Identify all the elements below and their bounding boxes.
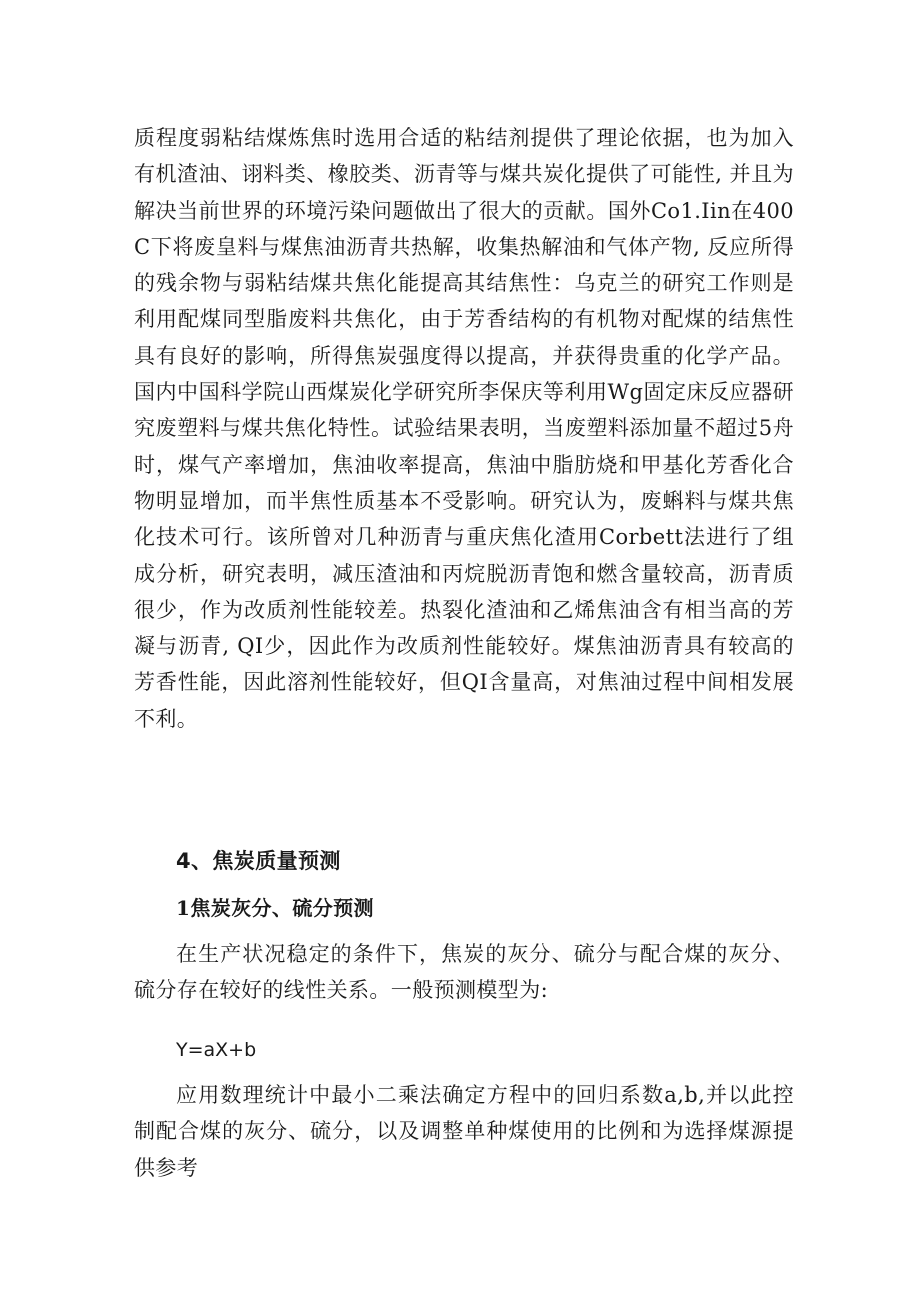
section-heading-coke-quality-prediction: 4、焦炭质量预测: [176, 849, 341, 873]
subsection-heading-ash-sulfur: 1焦炭灰分、硫分预测: [176, 896, 374, 920]
body-paragraph-least-squares: 应用数理统计中最小二乘法确定方程中的回归系数a,b,并以此控制配合煤的灰分、硫分，以及调整单种煤使用的比例和为选择煤源提供参考: [134, 1083, 794, 1180]
body-paragraph-linear-relation: 在生产状况稳定的条件下，焦炭的灰分、硫分与配合煤的灰分、硫分存在较好的线性关系。一般预测模型为:: [134, 942, 794, 1003]
body-paragraph-coking-additives: 质程度弱粘结煤炼焦时选用合适的粘结剂提供了理论依据，也为加入有机渣油、诩料类、橡胶类、沥青等与煤共炭化提供了可能性, 并且为解决当前世界的环境污染问题做出了很大的贡献。国外Co1.Iin在400C下将废皇料与煤焦油沥青共热解，收集热解油和气体产物, 反应所得的残余物与弱粘结煤共焦化能提高其结焦性：乌克兰的研究工作则是利用配煤同型脂废料共焦化，由于芳香结构的有机物对配煤的结焦性具有良好的影响，所得焦炭强度得以提高，并获得贵重的化学产品。国内中国科学院山西煤炭化学研究所李保庆等利用Wg固定床反应器研究废塑料与煤共焦化特性。试验结果表明，当废塑料添加量不超过5舟时，煤气产率增加，焦油收率提高，焦油中脂肪烧和甲基化芳香化合物明显增加，而半焦性质基本不受影响。研究认为，废蝌料与煤共焦化技术可行。该所曾对几种沥青与重庆焦化渣用Corbett法进行了组成分析，研究表明，减压渣油和丙烷脱沥青饱和燃含量较高，沥青质很少，作为改质剂性能较差。热裂化渣油和乙烯焦油含有相当高的芳凝与沥青, QI少，因此作为改质剂性能较好。煤焦油沥青具有较高的芳香性能，因此溶剂性能较好，但QI含量高，对焦油过程中间相发展不利。: [134, 126, 794, 731]
prediction-formula: Y=aX+b: [176, 1039, 257, 1061]
